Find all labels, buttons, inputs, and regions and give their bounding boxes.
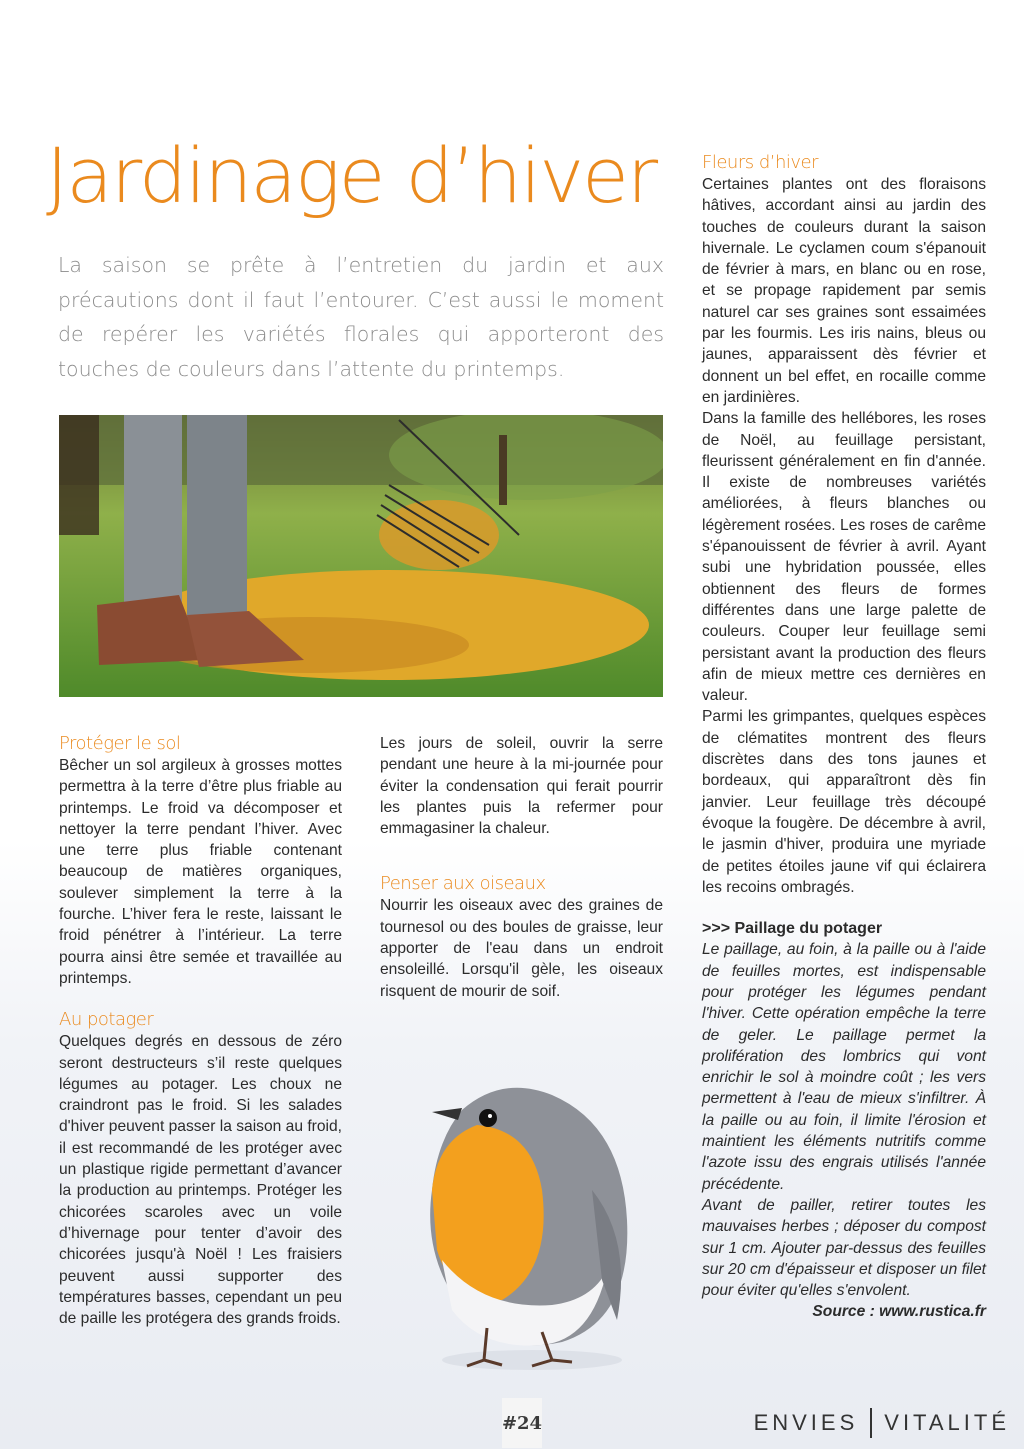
page-title: Jardinage d’hiver bbox=[46, 131, 657, 220]
text-fleurs-3: Parmi les grimpantes, quelques espèces de clématites montrent des fleurs discrètes dans des tons jaunes et bordeaux, qui apparaîtront dès fin janvier. Leur feuillage très découpé évoque la fougère. De décembre à avril, le jasmin d'hiver, produira une myriade de petites étoiles jaune vif qui éclairera les recoins ombragés. bbox=[702, 708, 986, 896]
heading-penser-oiseaux: Penser aux oiseaux bbox=[380, 873, 546, 895]
text-paillage-1: Le paillage, au foin, à la paille ou à l'aide de feuilles mortes, est indispensable pour protéger les légumes pendant l'hiver. Cette opération empêche la terre de geler. Le paillage permet la prolifération des lombrics qui vont enrichir le sol à moindre coût ; les vers permettent à l'eau de mieux s'infiltrer. À la paille ou au foin, il limite l'érosion et maintient les éléments nutritifs comme l'azote issu des engrais utilisés l'année précédente. bbox=[702, 941, 986, 1193]
brand-left: ENVIES bbox=[753, 1410, 859, 1435]
heading-fleurs-hiver: Fleurs d’hiver bbox=[702, 152, 819, 173]
magazine-section bbox=[754, 1408, 1010, 1438]
text-paillage-2: Avant de pailler, retirer toutes les mauvaises herbes ; déposer du compost sur 1 cm. Ajouter par-dessus des feuilles sur 20 cm d'épaisseur et disposer un filet pour éviter qu'elles s'envolent. bbox=[702, 1196, 986, 1300]
column-2 bbox=[380, 733, 663, 1002]
heading-paillage: >>> Paillage du potager bbox=[702, 920, 883, 938]
text-fleurs-2: Dans la famille des hellébores, les roses de Noël, au feuillage persistant, fleurissent généralement en fin d'année. Il existe de nombreuses variétés améliorées, à fleurs blanches ou légèrement rosées. Les roses de carême s'épanouissent de février à avril. Ayant subi une hybridation poussée, elles obtiennent des fleurs de formes différentes dans une large palette de couleurs. Couper leur feuillage semi persistant avant la production des fleurs afin de mieux mettre ces dernières en valeur. bbox=[702, 410, 986, 705]
column-3 bbox=[702, 152, 986, 1323]
text-au-potager: Quelques degrés en dessous de zéro seront destructeurs s’il reste quelques légumes au potager. Les choux ne craindront pas le froid. Si les salades d'hiver peuvent passer la saison au froid, il est recommandé de les protéger avec un plastique rigide permettant d’avancer la production au printemps. Protéger les chicorées scaroles avec un voile d’hivernage pour tenter d’avoir des chicorées jusqu'à Noël ! Les fraisiers peuvent aussi supporter des températures basses, cependant un peu de paille les protégera des grands froids. bbox=[59, 1033, 342, 1328]
brand-right: VITALITÉ bbox=[884, 1410, 1010, 1435]
brand-separator bbox=[870, 1408, 872, 1438]
text-proteger-sol: Bêcher un sol argileux à grosses mottes permettra à la terre d’être plus friable au printemps. Le froid va décomposer et nettoyer la terre pendant l’hiver. Avec une terre plus friable contenant beaucoup de matières organiques, soulever simplement la terre à la fourche. L’hiver fera le reste, laissant le froid pénétrer à l’intérieur. La terre pourra ainsi être semée et travaillée au printemps. bbox=[59, 757, 342, 987]
text-serre: Les jours de soleil, ouvrir la serre pendant une heure à la mi-journée pour éviter la condensation qui ferait pourrir les plantes puis la refermer pour emmagasiner la chaleur. bbox=[380, 735, 663, 838]
page-number: #24 bbox=[502, 1398, 542, 1448]
heading-au-potager: Au potager bbox=[59, 1009, 154, 1031]
text-penser-oiseaux: Nourrir les oiseaux avec des graines de tournesol ou des boules de graisse, leur apporter de l'eau dans un endroit ensoleillé. Lorsqu'il gèle, les oiseaux risquent de mourir de soif. bbox=[380, 897, 663, 1000]
source-credit: Source : www.rustica.fr bbox=[812, 1303, 986, 1321]
raking-leaves-photo bbox=[59, 415, 663, 697]
robin-photo bbox=[392, 1070, 642, 1380]
text-fleurs-1: Certaines plantes ont des floraisons hâtives, accordant ainsi au jardin des touches de couleurs durant la saison hivernale. Le cyclamen coum s'épanouit de février à mars, en blanc ou en rose, et se propage rapidement par semis naturel car ses graines sont essaimées par les fourmis. Les iris nains, bleus ou jaunes, apparaissent dès février et donnent un bel effet, en rocaille comme en jardinières. bbox=[702, 176, 986, 406]
heading-proteger-sol: Protéger le sol bbox=[59, 733, 181, 754]
intro-text: La saison se prête à l’entretien du jardin et aux précautions dont il faut l’entourer. C’est aussi le moment de repérer les variétés florales qui apporteront des touches de couleurs dans l’attente du printemps. bbox=[58, 253, 664, 381]
column-1 bbox=[59, 733, 342, 1329]
